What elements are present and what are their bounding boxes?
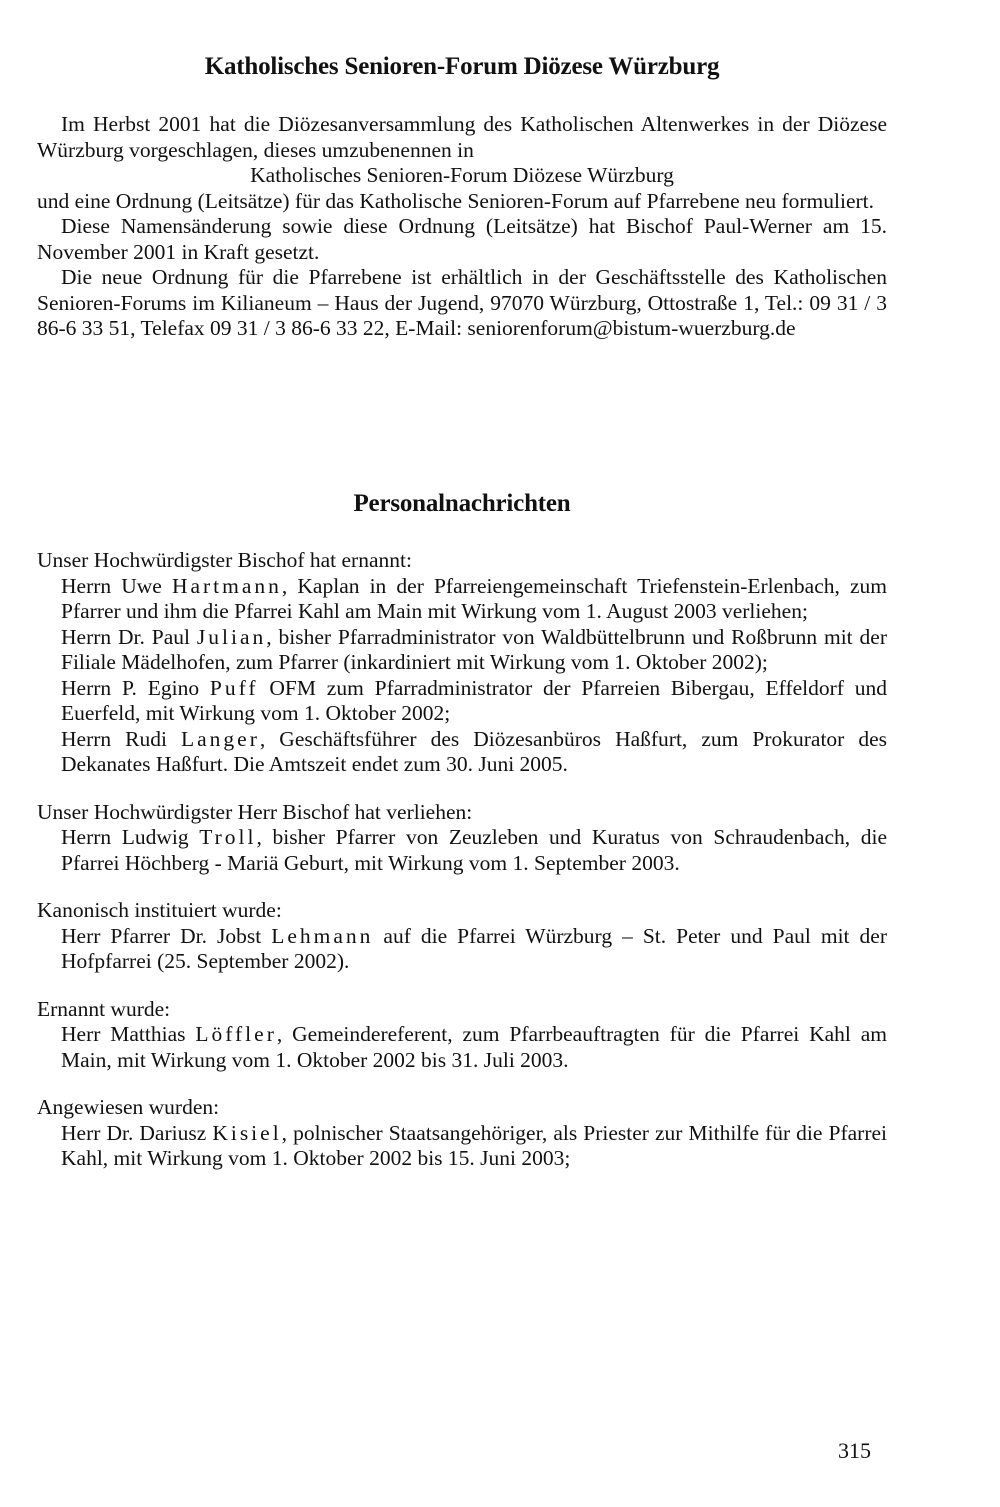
group-ernannt: [37, 548, 887, 778]
page-number: 315: [838, 1438, 871, 1463]
paragraph-continuation: und eine Ordnung (Leitsätze) für das Katholische Senioren-Forum auf Pfarrebene neu formuliert.: [37, 188, 875, 213]
person-name: Langer: [181, 726, 260, 751]
group-verliehen: [37, 800, 887, 877]
list-item: Herrn Uwe Hartmann, Kaplan in der Pfarreiengemeinschaft Triefenstein-Erlenbach, zum Pfarrer und ihm die Pfarrei Kahl am Main mit Wirkung vom 1. August 2003 verliehen;: [61, 573, 887, 623]
person-name: Julian: [196, 624, 267, 649]
group-angewiesen: [37, 1095, 887, 1172]
group-instituiert: [37, 898, 887, 975]
person-name: Hartmann: [171, 573, 282, 598]
paragraph-intro: Im Herbst 2001 hat die Diözesanversammlung des Katholischen Altenwerkes in der Diözese Würzburg vorgeschlagen, dieses umzubenennen in: [37, 112, 887, 162]
group-intro: Angewiesen wurden:: [37, 1095, 220, 1119]
group-intro: Ernannt wurde:: [37, 996, 171, 1021]
person-name: Troll: [199, 825, 257, 849]
paragraph-contact: Die neue Ordnung für die Pfarrebene ist erhältlich in der Geschäftsstelle des Katholischen Senioren-Forums im Kilianeum – Haus der Jugend, 97070 Würzburg, Ottostraße 1, Tel.: 09 31 / 3 86-6 33 51, Telefax 09 31 / 3 86-6 33 22, E-Mail: seniorenforum@bistum-wuerzburg.de: [37, 265, 887, 340]
section-senioren-forum: [37, 112, 887, 342]
list-item: Herr Dr. Dariusz Kisiel, polnischer Staatsangehöriger, als Priester zur Mithilfe für die Pfarrei Kahl, mit Wirkung vom 1. Oktober 2002 bis 15. Juni 2003;: [61, 1120, 887, 1170]
list-item: Herrn Dr. Paul Julian, bisher Pfarradministrator von Waldbüttelbrunn und Roßbrunn mit der Filiale Mädelhofen, zum Pfarrer (inkardiniert mit Wirkung vom 1. Oktober 2002);: [61, 624, 887, 674]
section-title-senioren-forum: Katholisches Senioren-Forum Diözese Würzburg: [204, 53, 720, 80]
section-personalnachrichten: [37, 548, 887, 1194]
group-ernannt-wurde: [37, 997, 887, 1074]
group-intro: Unser Hochwürdigster Herr Bischof hat verliehen:: [37, 799, 473, 824]
person-name: Löffler: [195, 1022, 277, 1046]
list-item: Herr Matthias Löffler, Gemeindereferent, zum Pfarrbeauftragten für die Pfarrei Kahl am Main, mit Wirkung vom 1. Oktober 2002 bis 31. Juli 2003.: [61, 1022, 887, 1072]
list-item: Herrn P. Egino Puff OFM zum Pfarradministrator der Pfarreien Bibergau, Effeldorf und Euerfeld, mit Wirkung vom 1. Oktober 2002;: [61, 675, 888, 725]
list-item: Herr Pfarrer Dr. Jobst Lehmann auf die Pfarrei Würzburg – St. Peter und Paul mit der Hofpfarrei (25. September 2002).: [61, 923, 888, 973]
group-intro: Unser Hochwürdigster Bischof hat ernannt:: [37, 548, 412, 572]
paragraph-name-change: Diese Namensänderung sowie diese Ordnung (Leitsätze) hat Bischof Paul-Werner am 15. November 2001 in Kraft gesetzt.: [37, 214, 887, 264]
person-name: Lehmann: [271, 923, 374, 948]
group-intro: Kanonisch instituiert wurde:: [37, 898, 282, 922]
person-name: Kisiel: [212, 1120, 282, 1145]
section-title-personalnachrichten: Personalnachrichten: [353, 490, 571, 517]
paragraph-centered-name: Katholisches Senioren-Forum Diözese Würzburg: [250, 163, 674, 187]
list-item: Herrn Ludwig Troll, bisher Pfarrer von Zeuzleben und Kuratus von Schraudenbach, die Pfarrei Höchberg - Mariä Geburt, mit Wirkung vom 1. September 2003.: [61, 825, 887, 875]
person-name: Puff: [209, 675, 259, 700]
list-item: Herrn Rudi Langer, Geschäftsführer des Diözesanbüros Haßfurt, zum Prokurator des Dekanates Haßfurt. Die Amtszeit endet zum 30. Juni 2005.: [61, 726, 888, 776]
